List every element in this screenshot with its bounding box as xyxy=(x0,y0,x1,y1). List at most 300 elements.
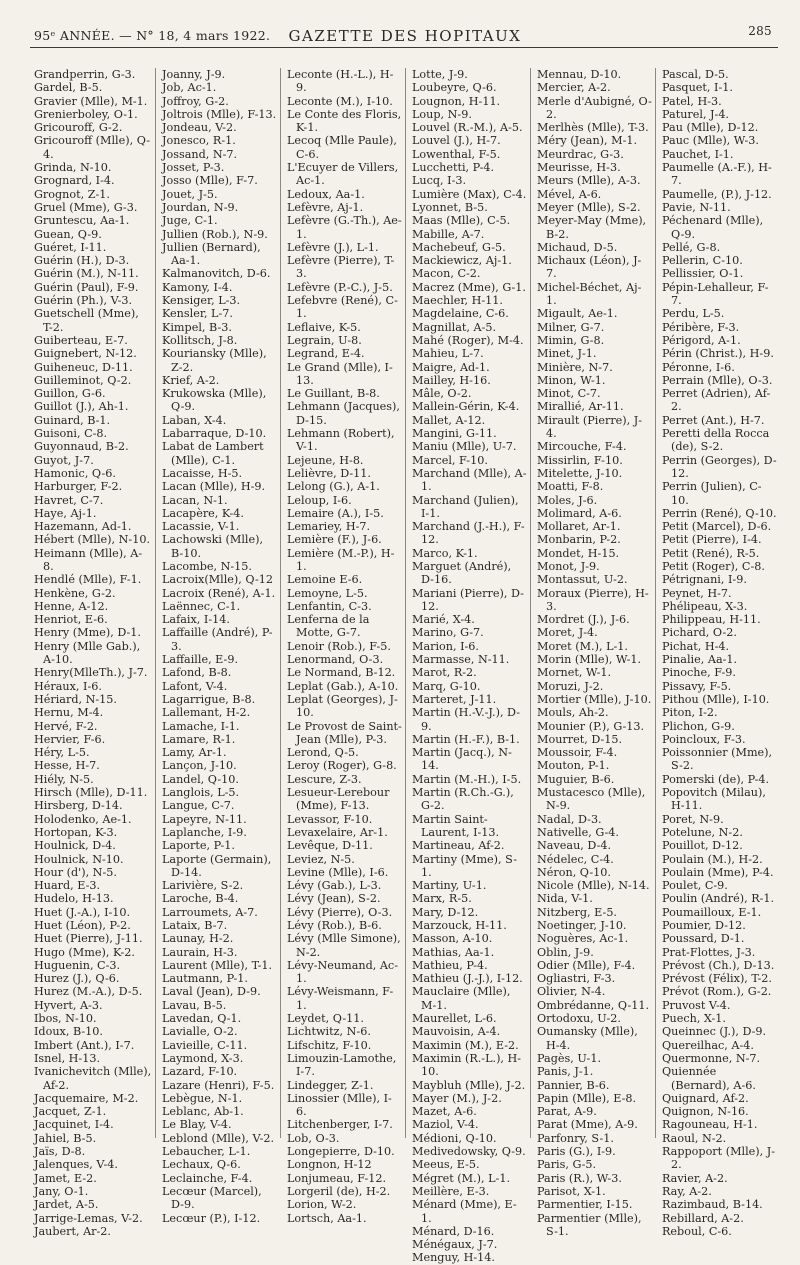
index-entry: Poincloux, F-3. xyxy=(662,732,746,746)
index-entry: Plichon, G-9. xyxy=(662,719,735,733)
index-entry: Poumailloux, E-1. xyxy=(662,905,762,919)
index-entry: Henkène, G-2. xyxy=(34,586,116,600)
index-entry: Mallet, A-12. xyxy=(412,413,486,427)
index-entry: Huet (Léon), P-2. xyxy=(34,919,131,932)
index-entry: Guinard, B-1. xyxy=(34,413,111,427)
index-entry: Montassut, U-2. xyxy=(537,573,628,587)
index-entry: Mailley, H-16. xyxy=(412,373,491,387)
index-entry: Mauclaire (Mlle), M-1. xyxy=(412,985,511,1012)
index-entry: Migault, Ae-1. xyxy=(537,307,618,321)
index-entry: Minon, W-1. xyxy=(537,373,606,387)
index-entry: Lemière (M.-P.), H-1. xyxy=(287,546,395,573)
index-entry: Grognard, I-4. xyxy=(34,174,115,188)
index-entry: Poret, N-9. xyxy=(662,812,724,826)
index-entry: Maigre, Ad-1. xyxy=(412,360,490,374)
index-entry: Mahé (Roger), M-4. xyxy=(412,333,524,347)
index-entry: Legrand, E-4. xyxy=(287,347,365,361)
index-entry: Poussard, D-1. xyxy=(662,932,745,946)
index-entry: Pasquet, I-1. xyxy=(662,81,733,95)
index-entry: Mourret, D-15. xyxy=(537,732,623,746)
index-entry: Leloup, I-6. xyxy=(287,493,352,507)
index-entry: Pétrignani, I-9. xyxy=(662,573,747,587)
index-entry: Reboul, C-6. xyxy=(662,1224,732,1238)
index-entry: Henry (Mme), D-1. xyxy=(34,626,141,640)
index-entry: Laporte, P-1. xyxy=(162,839,235,853)
index-entry: L'Ecuyer de Villers, Ac-1. xyxy=(287,161,399,188)
index-entry: Mauvoisin, A-4. xyxy=(412,1025,501,1039)
index-entry: Ortodoxu, U-2. xyxy=(537,1012,621,1026)
index-entry: Guérin (Ph.), V-3. xyxy=(34,294,133,308)
index-entry: Marcel, F-10. xyxy=(412,453,488,467)
index-entry: Pellissier, O-1. xyxy=(662,267,744,281)
index-entry: Lefèvre (J.), L-1. xyxy=(287,240,379,254)
index-entry: Raoul, N-2. xyxy=(662,1131,727,1145)
index-entry: Petit (Marcel), D-6. xyxy=(662,520,772,534)
index-entry: Maechler, H-11. xyxy=(412,294,503,308)
index-entry: Hurez (M.-A.), D-5. xyxy=(34,985,143,999)
index-entry: Lucchetti, P-4. xyxy=(412,161,495,175)
index-entry: Magnillat, A-5. xyxy=(412,320,497,334)
index-entry: Mangini, G-11. xyxy=(412,427,497,441)
index-entry: Mirallié, Ar-11. xyxy=(537,400,624,414)
index-entry: Kensler, L-7. xyxy=(162,307,233,321)
index-entry: Josso (Mlle), F-7. xyxy=(162,174,258,188)
index-entry: Rappoport (Mlle), J-2. xyxy=(662,1145,776,1172)
index-entry: Paumelle, (P.), J-12. xyxy=(662,187,772,201)
index-entry: Houlnick, D-4. xyxy=(34,839,116,853)
index-entry: Quignard, Af-2. xyxy=(662,1091,749,1105)
index-entry: Pinoche, F-9. xyxy=(662,666,736,680)
index-entry: Lebaucher, L-1. xyxy=(162,1145,251,1159)
index-entry: Marot, R-2. xyxy=(412,666,477,680)
index-entry: Macrez (Mme), G-1. xyxy=(412,280,526,294)
index-entry: Molimard, A-6. xyxy=(537,506,622,520)
index-entry: Larroumets, A-7. xyxy=(162,905,258,919)
index-entry: Meurdrac, G-3. xyxy=(537,147,624,161)
index-entry: Moret (M.), L-1. xyxy=(537,639,628,653)
index-entry: Job, Ac-1. xyxy=(162,81,217,95)
index-entry: Lafond, B-8. xyxy=(162,666,232,680)
index-entry: Ménard, D-16. xyxy=(412,1224,495,1238)
index-entry: Mordret (J.), J-6. xyxy=(537,613,630,627)
index-entry: Loubeyre, Q-6. xyxy=(412,81,497,95)
index-entry: Moraux (Pierre), H-3. xyxy=(537,586,649,613)
index-entry: Laffaille, E-9. xyxy=(162,653,239,667)
index-entry: Marzouck, H-11. xyxy=(412,919,507,932)
index-entry: Perret (Ant.), H-7. xyxy=(662,413,765,427)
index-entry: Michaux (Léon), J-7. xyxy=(537,254,642,281)
index-entry: Jacquet, Z-1. xyxy=(34,1105,107,1119)
index-entry: Minot, C-7. xyxy=(537,387,601,401)
index-entry: Martineau, Af-2. xyxy=(412,839,505,853)
index-entry: Mathias, Aa-1. xyxy=(412,945,495,959)
index-entry: Pauc (Mlle), W-3. xyxy=(662,134,759,148)
index-entry: Huet (J.-A.), I-10. xyxy=(34,905,131,919)
index-entry: Oumansky (Mlle), H-4. xyxy=(537,1025,638,1052)
index-entry: Pavie, N-11. xyxy=(662,200,731,214)
index-entry: Leflaive, K-5. xyxy=(287,320,361,334)
index-entry: Philippeau, H-11. xyxy=(662,613,761,627)
index-entry: Lenoir (Rob.), F-5. xyxy=(287,639,391,653)
index-entry: Lacaisse, H-5. xyxy=(162,466,243,480)
index-entry: Moatti, F-8. xyxy=(537,480,604,494)
index-entry: Harburger, F-2. xyxy=(34,480,123,494)
index-entry: Henriot, E-6. xyxy=(34,613,108,627)
index-entry: Méry (Jean), M-1. xyxy=(537,134,638,148)
index-entry: Mével, A-6. xyxy=(537,187,602,201)
index-entry: Lortsch, Aa-1. xyxy=(287,1211,367,1225)
index-entry: Lecœur (P.), I-12. xyxy=(162,1211,261,1225)
index-entry: Maximin (M.), E-2. xyxy=(412,1038,519,1052)
index-entry: Loup, N-9. xyxy=(412,107,472,121)
index-entry: Kensiger, L-3. xyxy=(162,294,241,308)
index-entry: Le Provost de Saint-Jean (Mlle), P-3. xyxy=(287,719,402,746)
index-entry: Huet (Pierre), J-11. xyxy=(34,932,143,946)
index-entry: Leplat (Georges), J-10. xyxy=(287,692,398,720)
index-entry: Guiberteau, E-7. xyxy=(34,333,128,347)
index-entry: Lamy, Ar-1. xyxy=(162,746,227,760)
index-entry: Kollitsch, J-8. xyxy=(162,333,238,347)
index-entry: Muguier, B-6. xyxy=(537,772,615,786)
index-entry: Maas (Mlle), C-5. xyxy=(412,214,511,228)
index-entry: Lonjumeau, F-12. xyxy=(287,1171,387,1185)
index-entry: Guisoni, C-8. xyxy=(34,427,108,441)
index-entry: Machebeuf, G-5. xyxy=(412,240,506,254)
index-entry: Poulin (André), R-1. xyxy=(662,892,775,906)
index-entry: Péchenard (Mlle), Q-9. xyxy=(662,214,764,241)
index-entry: Missirlin, F-10. xyxy=(537,453,623,467)
index-entry: Lorgeril (de), H-2. xyxy=(287,1184,391,1198)
index-entry: Ledoux, Aa-1. xyxy=(287,187,365,201)
index-entry: Néron, Q-10. xyxy=(537,865,611,879)
index-entry: Pascal, D-5. xyxy=(662,68,729,81)
index-entry: Marchand (J.-H.), F-12. xyxy=(412,520,525,547)
index-entry: Meeus, E-5. xyxy=(412,1158,480,1172)
index-entry: Mâle, O-2. xyxy=(412,387,472,401)
index-entry: Olivier, N-4. xyxy=(537,985,606,999)
index-entry: Lavedan, Q-1. xyxy=(162,1012,242,1026)
index-entry: Hervé, F-2. xyxy=(34,719,98,733)
index-entry: Jaubert, Ar-2. xyxy=(34,1224,111,1238)
index-entry: Prévost (Félix), T-2. xyxy=(662,972,772,986)
index-entry: Lévy (Rob.), B-6. xyxy=(287,919,382,932)
index-entry: Huard, E-3. xyxy=(34,879,101,893)
index-entry: Lyonnet, B-5. xyxy=(412,200,488,214)
index-entry: Lévy (Jean), S-2. xyxy=(287,892,381,906)
index-entry: Le Guillant, B-8. xyxy=(287,387,380,401)
index-entry: Guyot, J-7. xyxy=(34,453,94,467)
index-entry: Poissonnier (Mme), S-2. xyxy=(662,746,773,773)
index-entry: Potelune, N-2. xyxy=(662,825,743,839)
index-entry: Parat, A-9. xyxy=(537,1105,597,1119)
index-entry: Périgord, A-1. xyxy=(662,333,741,347)
index-entry: Meyer-May (Mme), B-2. xyxy=(537,214,647,241)
index-entry: Mustacesco (Mlle), N-9. xyxy=(537,786,646,813)
index-entry: Joanny, J-9. xyxy=(162,68,226,81)
index-entry: Martin (M.-H.), I-5. xyxy=(412,772,522,786)
index-entry: Lallemant, H-2. xyxy=(162,706,251,720)
index-entry: Moret, J-4. xyxy=(537,626,598,640)
index-entry: Jonesco, R-1. xyxy=(162,134,236,148)
index-entry: Gricouroff (Mlle), Q-4. xyxy=(34,134,151,161)
index-entry: Peretti della Rocca (de), S-2. xyxy=(662,427,770,454)
index-entry: Perrin (René), Q-10. xyxy=(662,506,777,520)
index-entry: Guillon, G-6. xyxy=(34,387,106,401)
index-entry: Lemoyne, L-5. xyxy=(287,586,368,600)
index-entry: Laurent (Mlle), T-1. xyxy=(162,958,273,972)
index-entry: Prévot (Rom.), G-2. xyxy=(662,985,772,999)
index-entry: Isnel, H-13. xyxy=(34,1051,101,1065)
index-entry: Heimann (Mlle), A-8. xyxy=(34,546,143,573)
index-entry: Ragouneau, H-1. xyxy=(662,1118,758,1132)
index-entry: Lefèvre (P.-C.), J-5. xyxy=(287,280,393,294)
index-entry: Lavialle, O-2. xyxy=(162,1025,238,1039)
index-entry: Lévy-Weismann, F-1. xyxy=(287,985,394,1012)
index-entry: Macon, C-2. xyxy=(412,267,481,281)
index-entry: Pissavy, F-5. xyxy=(662,679,732,693)
index-entry: Litchenberger, I-7. xyxy=(287,1118,393,1132)
index-entry: Lançon, J-10. xyxy=(162,759,237,773)
index-entry: Martin (Jacq.), N-14. xyxy=(412,746,512,773)
index-entry: Lenfantin, C-3. xyxy=(287,599,372,613)
index-entry: Le Blay, V-4. xyxy=(162,1118,232,1132)
index-entry: Joltrois (Mlle), F-13. xyxy=(162,107,277,121)
index-entry: Mounier (P.), G-13. xyxy=(537,719,645,733)
index-column xyxy=(280,68,405,1225)
index-entry: Péronne, I-6. xyxy=(662,360,735,374)
index-entry: Pau (Mlle), D-12. xyxy=(662,121,759,135)
index-entry: Lacombe, N-15. xyxy=(162,559,252,573)
index-entry: Leblanc, Ab-1. xyxy=(162,1105,244,1119)
index-entry: Marteret, J-11. xyxy=(412,692,497,706)
index-entry: Laurain, H-3. xyxy=(162,945,238,959)
index-entry: Perrin (Julien), C-10. xyxy=(662,480,762,507)
index-entry: Mathieu (J.-J.), I-12. xyxy=(412,972,523,986)
index-entry: Masson, A-10. xyxy=(412,932,493,946)
index-entry: Jourdan, N-9. xyxy=(162,200,239,214)
index-entry: Krief, A-2. xyxy=(162,373,220,387)
index-entry: Pannier, B-6. xyxy=(537,1078,610,1092)
index-entry: Grenierboley, O-1. xyxy=(34,107,138,121)
index-entry: Prat-Flottes, J-3. xyxy=(662,945,756,959)
index-entry: Lucq, I-3. xyxy=(412,174,467,188)
index-entry: Papin (Mlle), E-8. xyxy=(537,1091,637,1105)
index-entry: Gruntescu, Aa-1. xyxy=(34,214,130,228)
index-entry: Naveau, D-4. xyxy=(537,839,612,853)
index-entry: Quereilhac, A-4. xyxy=(662,1038,754,1052)
index-entry: Marx, R-5. xyxy=(412,892,472,906)
index-entry: Héraux, I-6. xyxy=(34,679,102,693)
index-entry: Minière, N-7. xyxy=(537,360,613,374)
index-entry: Mouton, P-1. xyxy=(537,759,610,773)
index-entry: Huguenin, C-3. xyxy=(34,958,121,972)
index-entry: Prévost (Ch.), D-13. xyxy=(662,958,775,972)
index-entry: Kamony, I-4. xyxy=(162,280,233,294)
index-entry: Juge, C-1. xyxy=(162,214,218,228)
index-entry: Lefebvre (René), C-1. xyxy=(287,294,398,321)
index-entry: Parmentier, I-15. xyxy=(537,1198,633,1212)
index-entry: Holodenko, Ae-1. xyxy=(34,812,132,826)
index-entry: Mathieu, P-4. xyxy=(412,958,488,972)
index-entry: Patel, H-3. xyxy=(662,94,722,108)
index-entry: Médioni, Q-10. xyxy=(412,1131,497,1145)
index-entry: Pellé, G-8. xyxy=(662,240,721,254)
index-entry: Leplat (Gab.), A-10. xyxy=(287,679,399,693)
index-entry: Poulet, C-9. xyxy=(662,879,728,893)
index-entry: Pichat, H-4. xyxy=(662,639,730,653)
index-entry: Piton, I-2. xyxy=(662,706,718,720)
index-entry: Hudelo, H-13. xyxy=(34,892,114,906)
index-entry: Guetschell (Mme), T-2. xyxy=(34,307,139,334)
index-entry: Jullien (Rob.), N-9. xyxy=(162,227,268,241)
index-entry: Lelong (G.), A-1. xyxy=(287,480,380,494)
index-entry: Lejeune, H-8. xyxy=(287,453,364,467)
page-number: 285 xyxy=(748,24,772,38)
index-entry: Lefèvre (Pierre), T-3. xyxy=(287,254,395,281)
index-entry: Perdu, L-5. xyxy=(662,307,725,321)
index-entry: Hirsberg, D-14. xyxy=(34,799,123,813)
index-entry: Lamache, I-1. xyxy=(162,719,240,733)
index-entry: Pinalie, Aa-1. xyxy=(662,653,738,667)
index-entry: Razimbaud, B-14. xyxy=(662,1198,763,1212)
index-entry: Lefèvre, Aj-1. xyxy=(287,200,364,214)
index-entry: Paris (R.), W-3. xyxy=(537,1171,622,1185)
index-entry: Lichtwitz, N-6. xyxy=(287,1025,371,1039)
index-entry: Lacapère, K-4. xyxy=(162,506,244,520)
index-entry: Leroy (Roger), G-8. xyxy=(287,759,397,773)
index-entry: Guean, Q-9. xyxy=(34,227,102,241)
index-entry: Laplanche, I-9. xyxy=(162,825,247,839)
index-entry: Hurez (J.), Q-6. xyxy=(34,972,120,986)
index-entry: Lindegger, Z-1. xyxy=(287,1078,374,1092)
index-entry: Legrain, U-8. xyxy=(287,333,362,347)
index-entry: Lazare (Henri), F-5. xyxy=(162,1078,275,1092)
index-entry: Laval (Jean), D-9. xyxy=(162,985,261,999)
index-entry: Marion, I-6. xyxy=(412,639,479,653)
index-entry: Parat (Mme), A-9. xyxy=(537,1118,638,1132)
index-entry: Pichard, O-2. xyxy=(662,626,737,640)
index-entry: Moussoir, F-4. xyxy=(537,746,618,760)
index-entry: Lelièvre, D-11. xyxy=(287,466,371,480)
index-entry: Lougnon, H-11. xyxy=(412,94,501,108)
index-entry: Jacquinet, I-4. xyxy=(34,1118,114,1132)
index-entry: Parisot, X-1. xyxy=(537,1184,606,1198)
index-entry: Krukowska (Mlle), Q-9. xyxy=(162,387,267,414)
index-entry: Hugo (Mme), K-2. xyxy=(34,945,135,959)
index-entry: Jarrige-Lemas, V-2. xyxy=(34,1211,143,1225)
index-entry: Noetinger, J-10. xyxy=(537,919,627,932)
index-entry: Laporte (Germain), D-14. xyxy=(162,852,272,879)
index-entry: Leblond (Mlle), V-2. xyxy=(162,1131,275,1145)
index-entry: Lechaux, Q-6. xyxy=(162,1158,241,1172)
index-entry: Pouillot, D-12. xyxy=(662,839,743,853)
index-entry: Lifschitz, F-10. xyxy=(287,1038,372,1052)
index-entry: Jahiel, B-5. xyxy=(34,1131,97,1145)
index-entry: Gruel (Mme), G-3. xyxy=(34,200,138,214)
index-entry: Henry(MlleTh.), J-7. xyxy=(34,666,148,680)
index-entry: Maziol, V-4. xyxy=(412,1118,479,1132)
index-entry: Lévy (Gab.), L-3. xyxy=(287,879,382,893)
index-entry: Medivedowsky, Q-9. xyxy=(412,1145,526,1159)
index-entry: Havret, C-7. xyxy=(34,493,104,507)
index-entry: Lenferna de la Motte, G-7. xyxy=(287,613,370,640)
index-entry: Lamare, R-1. xyxy=(162,732,236,746)
index-entry: Jossand, N-7. xyxy=(162,147,238,161)
index-entry: Minet, J-1. xyxy=(537,347,597,361)
index-entry: Ogliastri, F-3. xyxy=(537,972,616,986)
index-entry: Marino, G-7. xyxy=(412,626,484,640)
index-entry: Guérin (M.), N-11. xyxy=(34,267,139,281)
index-entry: Marchand (Julien), I-1. xyxy=(412,493,519,520)
index-entry: Jardet, A-5. xyxy=(34,1198,99,1212)
index-entry: Meurisse, H-3. xyxy=(537,161,621,175)
index-entry: Ivanichevitch (Mlle), Af-2. xyxy=(34,1065,152,1092)
index-column xyxy=(530,68,655,1238)
index-entry: Hyvert, A-3. xyxy=(34,998,103,1012)
index-entry: Louvel (R.-M.), A-5. xyxy=(412,121,523,135)
index-entry: Hébert (Mlle), N-10. xyxy=(34,533,150,547)
index-entry: Petit (Pierre), I-4. xyxy=(662,533,762,547)
index-entry: Noguères, Ac-1. xyxy=(537,932,629,946)
index-entry: Quermonne, N-7. xyxy=(662,1051,761,1065)
page-header xyxy=(34,24,776,46)
index-entry: Lacan (Mlle), H-9. xyxy=(162,480,266,494)
index-entry: Hiély, N-5. xyxy=(34,772,94,786)
index-entry: Grandperrin, G-3. xyxy=(34,68,136,81)
index-entry: Jamet, E-2. xyxy=(34,1171,97,1185)
index-entry: Ombrédanne, Q-11. xyxy=(537,998,650,1012)
index-entry: Ménard (Mme), E-1. xyxy=(412,1198,517,1225)
index-entry: Hernu, M-4. xyxy=(34,706,104,720)
index-entry: Moruzi, J-2. xyxy=(537,679,604,693)
index-entry: Martiny, U-1. xyxy=(412,879,487,893)
index-entry: Laban, X-4. xyxy=(162,413,227,427)
index-entry: Mabille, A-7. xyxy=(412,227,485,241)
index-entry: Pithou (Mlle), I-10. xyxy=(662,692,770,706)
index-entry: Ray, A-2. xyxy=(662,1184,712,1198)
index-entry: Levassor, F-10. xyxy=(287,812,373,826)
index-entry: Marco, K-1. xyxy=(412,546,478,560)
index-entry: Hortopan, K-3. xyxy=(34,825,118,839)
index-entry: Magdelaine, C-6. xyxy=(412,307,509,321)
index-entry: Poulain (Mme), P-4. xyxy=(662,865,774,879)
index-entry: Lob, O-3. xyxy=(287,1131,340,1145)
index-entry: Perret (Adrien), Af-2. xyxy=(662,387,771,414)
index-entry: Henry (Mlle Gab.), A-10. xyxy=(34,639,141,667)
index-entry: Lafaix, I-14. xyxy=(162,613,230,627)
index-entry: Marchand (Mlle), A-1. xyxy=(412,466,527,494)
index-entry: Jacquemaire, M-2. xyxy=(34,1091,139,1105)
index-entry: Nativelle, G-4. xyxy=(537,825,619,839)
index-entry: Rebillard, A-2. xyxy=(662,1211,744,1225)
index-entry: Levêque, D-11. xyxy=(287,839,373,853)
index-entry: Morin (Mlle), W-1. xyxy=(537,653,642,667)
index-entry: Ravier, A-2. xyxy=(662,1171,728,1185)
index-entry: Marq, G-10. xyxy=(412,679,481,693)
index-entry: Parmentier (Mlle), S-1. xyxy=(537,1211,642,1238)
index-entry: Le Conte des Floris, K-1. xyxy=(287,107,402,135)
index-entry: Grinda, N-10. xyxy=(34,161,112,175)
index-entry: Lemariey, H-7. xyxy=(287,520,371,534)
index-entry: Meurs (Mlle), A-3. xyxy=(537,174,641,188)
index-entry: Kimpel, B-3. xyxy=(162,320,232,334)
index-column xyxy=(655,68,780,1238)
index-entry: Laroche, B-4. xyxy=(162,892,239,906)
index-entry: Meyer (Mlle), S-2. xyxy=(537,200,641,214)
index-entry: Mahieu, L-7. xyxy=(412,347,484,361)
index-entry: Mirault (Pierre), J-4. xyxy=(537,413,643,441)
index-entry: Perrain (Mlle), O-3. xyxy=(662,373,773,387)
